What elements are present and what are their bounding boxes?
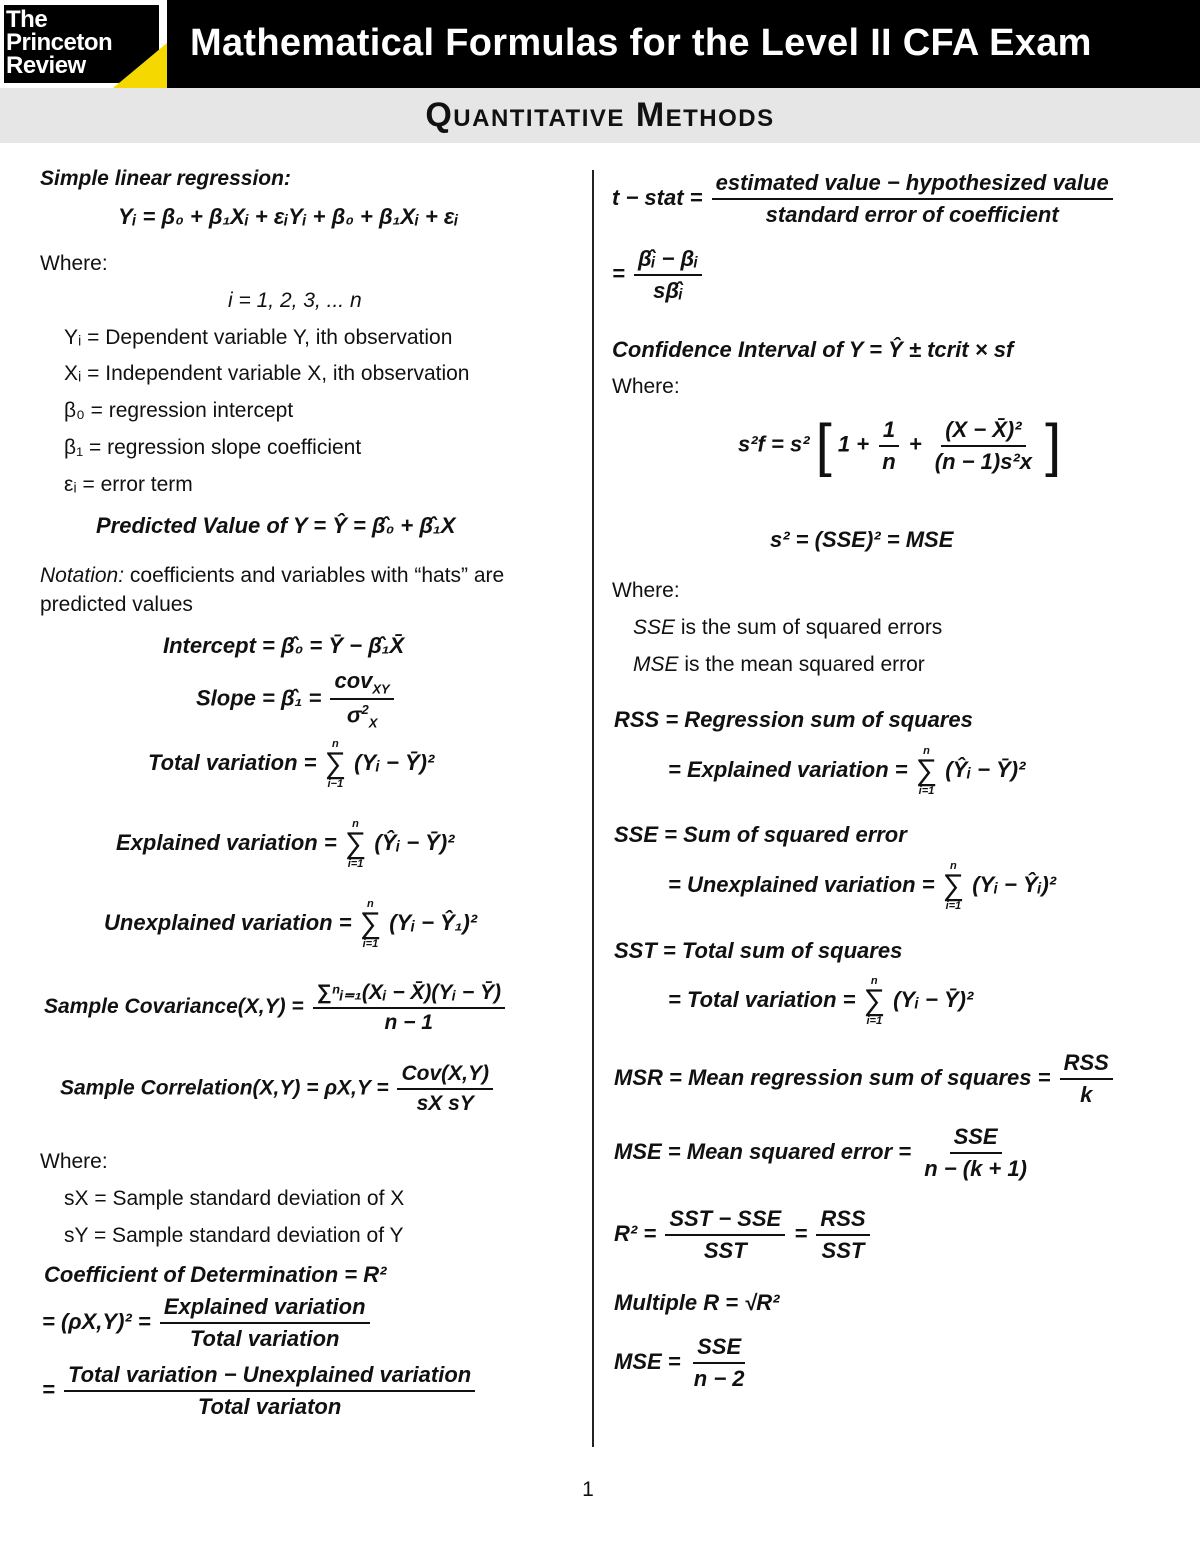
index-range: i = 1, 2, 3, ... n <box>228 289 362 312</box>
r2-eq: = <box>794 1220 808 1246</box>
multiple-r-formula: Multiple R = √R² <box>614 1290 780 1315</box>
notation-text-2: predicted values <box>40 593 193 616</box>
tstat2-num: β̂ᵢ − βᵢ <box>634 246 702 276</box>
sigma-icon: n ∑ i−1 <box>324 738 347 790</box>
where-label-2: Where: <box>40 1150 108 1173</box>
explained-variation-formula <box>116 818 455 870</box>
msr-den: k <box>1080 1082 1093 1107</box>
notation-text: coefficients and variables with “hats” are <box>124 564 505 587</box>
explained-lhs: Explained variation = <box>116 829 337 855</box>
rss2-rhs: (Ŷᵢ − Ȳ)² <box>945 756 1026 782</box>
cod1-num: Explained variation <box>160 1294 370 1324</box>
r2-num2: RSS <box>816 1206 869 1236</box>
sample-correlation-formula <box>60 1062 496 1116</box>
cov-den: n − 1 <box>384 1011 433 1034</box>
mse-def-b: is the mean squared error <box>678 653 925 676</box>
t-stat-formula <box>612 170 1116 228</box>
sse2-rhs: (Yᵢ − Ŷᵢ)² <box>972 871 1057 897</box>
princeton-review-logo <box>0 0 167 88</box>
sf-bracket-a: 1 + <box>837 431 870 457</box>
where-label-3: Where: <box>612 375 680 398</box>
logo-line-1: The <box>6 6 48 33</box>
mse3-lhs: MSE = <box>614 1348 681 1374</box>
slr-formula: Yᵢ = β₀ + β₁Xᵢ + εᵢYᵢ + β₀ + β₁Xᵢ + εᵢ <box>118 204 459 229</box>
slr-heading: Simple linear regression: <box>40 167 291 190</box>
sst-formula <box>668 975 973 1027</box>
def-x: Xᵢ = Independent variable X, ith observation <box>64 362 470 385</box>
sst2-lhs: = Total variation = <box>668 986 856 1012</box>
corr-den: sX sY <box>416 1092 474 1115</box>
sse-def-b: is the sum of squared errors <box>675 616 943 639</box>
total-var-lhs: Total variation = <box>148 749 317 775</box>
column-divider <box>592 170 594 1447</box>
mse-definition <box>633 653 925 677</box>
logo-line-2: Princeton <box>6 29 113 56</box>
sse-heading: SSE = Sum of squared error <box>614 822 907 847</box>
r2-den2: SST <box>821 1238 865 1263</box>
notation-label: Notation: <box>40 564 125 587</box>
r2-num1: SST − SSE <box>665 1206 785 1236</box>
sigma-icon: n ∑ i=1 <box>359 898 382 950</box>
sf-formula: s²f = s² [ 1 + $\frac{1}{n}$ + $\frac{\text{(X − X̄)²}}{\text{(n − 1)s²x}}$ ] <box>738 413 1062 478</box>
cod1-lhs: = (ρX,Y)² = <box>42 1308 151 1334</box>
sf-plus: + <box>908 431 922 457</box>
unexplained-lhs: Unexplained variation = <box>104 909 352 935</box>
sample-covariance-formula <box>44 980 508 1035</box>
sst-heading: SST = Total sum of squares <box>614 938 903 963</box>
cod-formula-2 <box>42 1362 478 1420</box>
sf-frac1-den: n <box>882 448 896 474</box>
s2-formula: s² = (SSE)² = MSE <box>770 527 954 552</box>
def-epsilon: εᵢ = error term <box>64 473 193 496</box>
corr-lhs: Sample Correlation(X,Y) = ρX,Y = <box>60 1076 389 1100</box>
mse-den: n − (k + 1) <box>924 1156 1027 1181</box>
rss-formula <box>668 745 1025 797</box>
t-stat-formula-2 <box>612 246 705 304</box>
cod2-den: Total variaton <box>197 1394 342 1419</box>
sigma-icon: n ∑ i=1 <box>344 818 367 870</box>
sf-frac1-num: 1 <box>879 417 899 447</box>
sse-definition <box>633 616 942 640</box>
mse-formula-2 <box>614 1334 752 1392</box>
mse3-num: SSE <box>693 1334 745 1364</box>
predicted-value: Predicted Value of Y = Ŷ = β̂₀ + β̂₁X <box>96 513 456 538</box>
slope-den-sub: X <box>368 716 378 732</box>
unexplained-variation-formula <box>104 898 477 950</box>
sigma-icon: n ∑ i=1 <box>942 860 965 912</box>
intercept-formula: Intercept = β̂₀ = Ȳ − β̂₁X̄ <box>163 633 405 658</box>
page-number: 1 <box>582 1478 594 1501</box>
where-label-4: Where: <box>612 579 680 602</box>
sf-lhs: s²f = s² <box>738 431 810 457</box>
cod-heading: Coefficient of Determination = R² <box>44 1262 387 1287</box>
page-title: Mathematical Formulas for the Level II CFA Exam <box>190 22 1092 64</box>
sigma-icon: n ∑ i=1 <box>915 745 938 797</box>
where-label: Where: <box>40 252 108 275</box>
sst2-rhs: (Yᵢ − Ȳ)² <box>893 986 974 1012</box>
cov-num: ∑ⁿᵢ₌₁(Xᵢ − X̄)(Yᵢ − Ȳ) <box>313 980 505 1009</box>
sse-def-a: SSE <box>633 616 676 639</box>
slope-num-sub: XY <box>372 681 390 697</box>
rss2-lhs: = Explained variation = <box>668 756 908 782</box>
msr-formula <box>614 1050 1116 1108</box>
def-beta1: β₁ = regression slope coefficient <box>64 436 362 459</box>
mse-formula <box>614 1124 1034 1182</box>
r2-den1: SST <box>703 1238 747 1263</box>
def-sx: sX = Sample standard deviation of X <box>64 1187 405 1210</box>
slope-den-sup: 2 <box>361 702 369 718</box>
mse3-den: n − 2 <box>693 1366 745 1391</box>
explained-rhs: (Ŷᵢ − Ȳ)² <box>374 829 455 855</box>
tstat2-lhs: = <box>612 260 625 286</box>
total-var-rhs: (Yᵢ − Ȳ)² <box>354 749 435 775</box>
tstat-lhs: t − stat = <box>612 184 703 210</box>
mse-lhs: MSE = Mean squared error = <box>614 1138 912 1164</box>
slope-lhs: Slope = β̂₁ = <box>196 685 322 711</box>
confidence-interval: Confidence Interval of Y = Ŷ ± tcrit × sf <box>612 337 1014 362</box>
slope-den: σ <box>346 702 362 728</box>
mse-num: SSE <box>950 1124 1002 1154</box>
tstat-num: estimated value − hypothesized value <box>712 170 1113 200</box>
cov-lhs: Sample Covariance(X,Y) = <box>44 995 304 1019</box>
sse2-lhs: = Unexplained variation = <box>668 871 935 897</box>
r2-formula <box>614 1206 873 1264</box>
msr-lhs: MSR = Mean regression sum of squares = <box>614 1064 1051 1090</box>
section-title: Quantitative Methods <box>425 96 775 134</box>
mse-def-a: MSE <box>633 653 679 676</box>
msr-num: RSS <box>1060 1050 1113 1080</box>
cod2-num: Total variation − Unexplained variation <box>64 1362 475 1392</box>
sf-frac2-den: (n − 1)s²x <box>934 448 1032 474</box>
sf-frac2-num: (X − X̄)² <box>941 417 1025 447</box>
r2-lhs: R² = <box>614 1220 657 1246</box>
sse-formula <box>668 860 1056 912</box>
slope-num: cov <box>334 668 373 693</box>
tstat-den: standard error of coefficient <box>765 202 1059 227</box>
cod2-lhs: = <box>42 1376 55 1402</box>
slope-formula <box>196 668 397 731</box>
logo-line-3: Review <box>6 52 86 79</box>
cod-formula-1 <box>42 1294 373 1352</box>
corr-num: Cov(X,Y) <box>397 1062 493 1090</box>
def-y: Yᵢ = Dependent variable Y, ith observation <box>64 326 453 349</box>
total-variation-formula <box>148 738 434 790</box>
def-beta0: β₀ = regression intercept <box>64 399 294 422</box>
logo-triangle-icon <box>113 43 167 88</box>
tstat2-den: sβ̂ᵢ <box>653 278 683 303</box>
notation <box>40 564 504 588</box>
def-sy: sY = Sample standard deviation of Y <box>64 1224 404 1247</box>
sigma-icon: n ∑ i=1 <box>863 975 885 1027</box>
rss-heading: RSS = Regression sum of squares <box>614 707 973 732</box>
cod1-den: Total variation <box>189 1326 340 1351</box>
unexplained-rhs: (Yᵢ − Ŷ₁)² <box>389 909 478 935</box>
